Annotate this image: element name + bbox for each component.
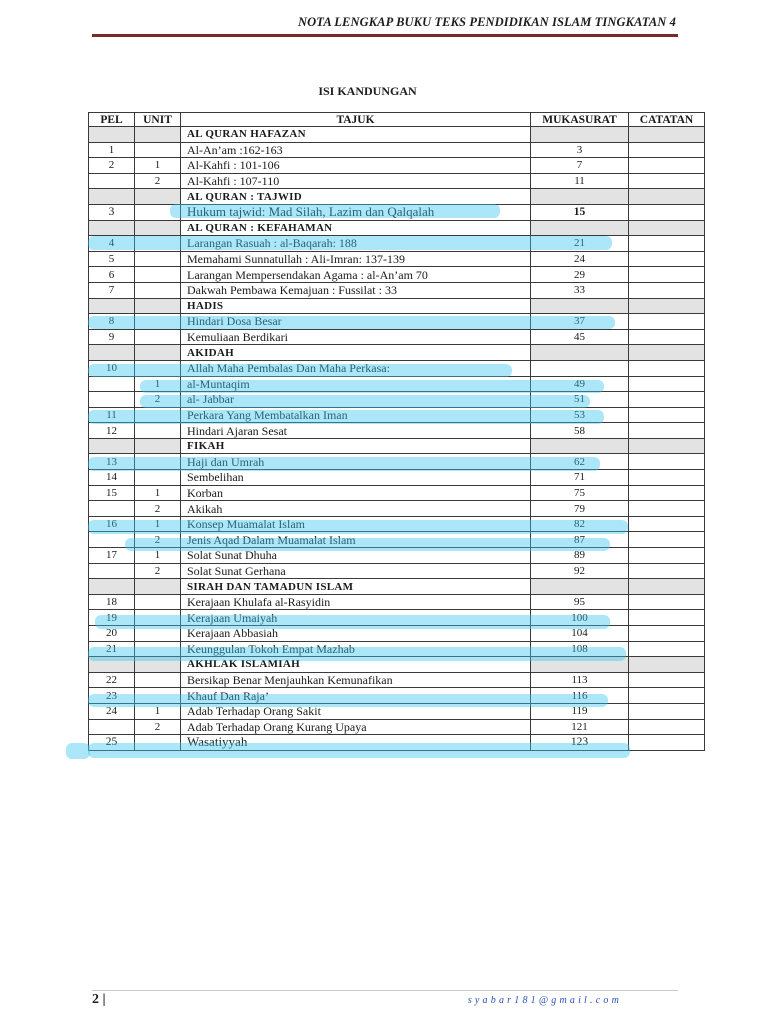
table-row bbox=[89, 267, 705, 283]
note-cell bbox=[629, 392, 705, 408]
page-number-cell: 123 bbox=[531, 735, 629, 751]
note-cell bbox=[629, 298, 705, 314]
note-cell bbox=[629, 345, 705, 361]
note-cell bbox=[629, 563, 705, 579]
note-cell bbox=[629, 189, 705, 205]
note-cell bbox=[629, 267, 705, 283]
pel-cell: 7 bbox=[89, 282, 135, 298]
page-number-cell: 49 bbox=[531, 376, 629, 392]
unit-cell bbox=[135, 688, 181, 704]
contents-table bbox=[88, 112, 705, 751]
table-row bbox=[89, 204, 705, 220]
table-row bbox=[89, 626, 705, 642]
unit-cell bbox=[135, 672, 181, 688]
pel-cell: 14 bbox=[89, 470, 135, 486]
table-header-row bbox=[89, 113, 705, 127]
page-number-cell: 92 bbox=[531, 563, 629, 579]
page-number-cell: 53 bbox=[531, 407, 629, 423]
running-title: NOTA LENGKAP BUKU TEKS PENDIDIKAN ISLAM TINGKATAN 4 bbox=[298, 15, 676, 29]
topic-cell: Kemuliaan Berdikari bbox=[181, 329, 531, 345]
unit-cell bbox=[135, 314, 181, 330]
table-body bbox=[89, 127, 705, 751]
topic-cell: Keunggulan Tokoh Empat Mazhab bbox=[181, 641, 531, 657]
table-row bbox=[89, 173, 705, 189]
note-cell bbox=[629, 626, 705, 642]
pel-cell: 3 bbox=[89, 204, 135, 220]
page-number-cell: 116 bbox=[531, 688, 629, 704]
pel-cell bbox=[89, 392, 135, 408]
table-row bbox=[89, 610, 705, 626]
table-row bbox=[89, 376, 705, 392]
topic-cell: Larangan Rasuah : al-Baqarah: 188 bbox=[181, 236, 531, 252]
topic-cell: Hindari Ajaran Sesat bbox=[181, 423, 531, 439]
page-number-cell: 24 bbox=[531, 251, 629, 267]
unit-cell: 1 bbox=[135, 485, 181, 501]
section-row bbox=[89, 298, 705, 314]
unit-cell bbox=[135, 282, 181, 298]
topic-cell: al- Jabbar bbox=[181, 392, 531, 408]
unit-cell bbox=[135, 641, 181, 657]
topic-cell: Kerajaan Umaiyah bbox=[181, 610, 531, 626]
section-title-cell: AL QURAN : KEFAHAMAN bbox=[181, 220, 531, 236]
pel-cell: 2 bbox=[89, 158, 135, 174]
page-number-cell: 119 bbox=[531, 703, 629, 719]
page-number-cell: 82 bbox=[531, 516, 629, 532]
table-row bbox=[89, 719, 705, 735]
topic-cell: Hindari Dosa Besar bbox=[181, 314, 531, 330]
pel-cell: 18 bbox=[89, 594, 135, 610]
note-cell bbox=[629, 127, 705, 143]
note-cell bbox=[629, 376, 705, 392]
unit-cell: 2 bbox=[135, 392, 181, 408]
pel-cell: 17 bbox=[89, 548, 135, 564]
topic-cell: Khauf Dan Raja’ bbox=[181, 688, 531, 704]
table-row bbox=[89, 703, 705, 719]
note-cell bbox=[629, 407, 705, 423]
header-rule bbox=[92, 34, 678, 37]
note-cell bbox=[629, 204, 705, 220]
page-number-cell: 3 bbox=[531, 142, 629, 158]
note-cell bbox=[629, 641, 705, 657]
note-cell bbox=[629, 735, 705, 751]
unit-cell: 1 bbox=[135, 158, 181, 174]
topic-cell: Allah Maha Pembalas Dan Maha Perkasa: bbox=[181, 360, 531, 376]
section-row bbox=[89, 345, 705, 361]
unit-cell bbox=[135, 735, 181, 751]
pel-cell: 10 bbox=[89, 360, 135, 376]
note-cell bbox=[629, 485, 705, 501]
topic-cell: Konsep Muamalat Islam bbox=[181, 516, 531, 532]
page-number-cell bbox=[531, 345, 629, 361]
table-row bbox=[89, 282, 705, 298]
page-number-cell: 58 bbox=[531, 423, 629, 439]
pel-cell bbox=[89, 127, 135, 143]
section-title-cell: SIRAH DAN TAMADUN ISLAM bbox=[181, 579, 531, 595]
unit-cell bbox=[135, 610, 181, 626]
section-row bbox=[89, 220, 705, 236]
unit-cell: 2 bbox=[135, 719, 181, 735]
topic-cell: Haji dan Umrah bbox=[181, 454, 531, 470]
unit-cell bbox=[135, 594, 181, 610]
unit-cell bbox=[135, 127, 181, 143]
unit-cell bbox=[135, 220, 181, 236]
pel-cell bbox=[89, 532, 135, 548]
page-number-cell: 33 bbox=[531, 282, 629, 298]
unit-cell: 1 bbox=[135, 376, 181, 392]
table-row bbox=[89, 251, 705, 267]
unit-cell bbox=[135, 407, 181, 423]
page-number-cell: 104 bbox=[531, 626, 629, 642]
table-row bbox=[89, 392, 705, 408]
table-row bbox=[89, 735, 705, 751]
table-row bbox=[89, 532, 705, 548]
page-number-cell bbox=[531, 220, 629, 236]
column-header-mukasurat: MUKASURAT bbox=[531, 113, 629, 127]
unit-cell bbox=[135, 329, 181, 345]
page-number-cell: 62 bbox=[531, 454, 629, 470]
page-title: ISI KANDUNGAN bbox=[318, 84, 417, 98]
pel-cell bbox=[89, 189, 135, 205]
pel-cell bbox=[89, 345, 135, 361]
note-cell bbox=[629, 158, 705, 174]
note-cell bbox=[629, 423, 705, 439]
unit-cell: 1 bbox=[135, 703, 181, 719]
table-row bbox=[89, 485, 705, 501]
pel-cell: 15 bbox=[89, 485, 135, 501]
page-number-cell bbox=[531, 298, 629, 314]
section-row bbox=[89, 657, 705, 673]
note-cell bbox=[629, 360, 705, 376]
page-number-cell: 113 bbox=[531, 672, 629, 688]
pel-cell: 22 bbox=[89, 672, 135, 688]
unit-cell: 2 bbox=[135, 173, 181, 189]
page-number-cell bbox=[531, 657, 629, 673]
pel-cell: 21 bbox=[89, 641, 135, 657]
unit-cell bbox=[135, 236, 181, 252]
note-cell bbox=[629, 610, 705, 626]
page-number-cell: 11 bbox=[531, 173, 629, 189]
topic-cell: Wasatiyyah bbox=[181, 735, 531, 751]
pel-cell bbox=[89, 173, 135, 189]
note-cell bbox=[629, 688, 705, 704]
unit-cell bbox=[135, 189, 181, 205]
page-number-cell: 29 bbox=[531, 267, 629, 283]
topic-cell: Bersikap Benar Menjauhkan Kemunafikan bbox=[181, 672, 531, 688]
unit-cell bbox=[135, 251, 181, 267]
table-row bbox=[89, 142, 705, 158]
column-header-catatan: CATATAN bbox=[629, 113, 705, 127]
table-row bbox=[89, 236, 705, 252]
pel-cell: 19 bbox=[89, 610, 135, 626]
pel-cell bbox=[89, 657, 135, 673]
page-number-cell: 108 bbox=[531, 641, 629, 657]
table-row bbox=[89, 548, 705, 564]
column-header-unit: UNIT bbox=[135, 113, 181, 127]
table-row bbox=[89, 158, 705, 174]
page-number-cell: 37 bbox=[531, 314, 629, 330]
topic-cell: Akikah bbox=[181, 501, 531, 517]
note-cell bbox=[629, 579, 705, 595]
note-cell bbox=[629, 282, 705, 298]
table-row bbox=[89, 563, 705, 579]
table-row bbox=[89, 470, 705, 486]
note-cell bbox=[629, 532, 705, 548]
pel-cell: 16 bbox=[89, 516, 135, 532]
section-row bbox=[89, 127, 705, 143]
note-cell bbox=[629, 501, 705, 517]
page-number: 2 | bbox=[92, 992, 106, 1007]
page-number-cell: 87 bbox=[531, 532, 629, 548]
unit-cell: 2 bbox=[135, 532, 181, 548]
topic-cell: Kerajaan Abbasiah bbox=[181, 626, 531, 642]
topic-cell: Memahami Sunnatullah : Ali-Imran: 137-139 bbox=[181, 251, 531, 267]
unit-cell bbox=[135, 579, 181, 595]
pel-cell: 5 bbox=[89, 251, 135, 267]
note-cell bbox=[629, 454, 705, 470]
section-title-cell: AKHLAK ISLAMIAH bbox=[181, 657, 531, 673]
pel-cell bbox=[89, 579, 135, 595]
table-row bbox=[89, 407, 705, 423]
unit-cell bbox=[135, 657, 181, 673]
table-row bbox=[89, 501, 705, 517]
unit-cell bbox=[135, 204, 181, 220]
unit-cell bbox=[135, 298, 181, 314]
page-number-cell: 100 bbox=[531, 610, 629, 626]
page-number-cell: 89 bbox=[531, 548, 629, 564]
pel-cell: 8 bbox=[89, 314, 135, 330]
topic-cell: Adab Terhadap Orang Kurang Upaya bbox=[181, 719, 531, 735]
highlight-mark bbox=[66, 743, 90, 759]
note-cell bbox=[629, 314, 705, 330]
table-row bbox=[89, 360, 705, 376]
pel-cell: 6 bbox=[89, 267, 135, 283]
unit-cell bbox=[135, 438, 181, 454]
page-number-cell: 71 bbox=[531, 470, 629, 486]
note-cell bbox=[629, 719, 705, 735]
page-number-cell: 45 bbox=[531, 329, 629, 345]
note-cell bbox=[629, 438, 705, 454]
topic-cell: al-Muntaqim bbox=[181, 376, 531, 392]
page-number-cell bbox=[531, 189, 629, 205]
topic-cell: Jenis Aqad Dalam Muamalat Islam bbox=[181, 532, 531, 548]
page-number-cell: 15 bbox=[531, 204, 629, 220]
page-number-cell: 21 bbox=[531, 236, 629, 252]
unit-cell bbox=[135, 360, 181, 376]
table-row bbox=[89, 314, 705, 330]
pel-cell: 1 bbox=[89, 142, 135, 158]
pel-cell: 13 bbox=[89, 454, 135, 470]
note-cell bbox=[629, 470, 705, 486]
pel-cell: 11 bbox=[89, 407, 135, 423]
pel-cell bbox=[89, 220, 135, 236]
topic-cell: Al-Kahfi : 107-110 bbox=[181, 173, 531, 189]
topic-cell: Adab Terhadap Orang Sakit bbox=[181, 703, 531, 719]
table-row bbox=[89, 454, 705, 470]
pel-cell bbox=[89, 298, 135, 314]
pel-cell: 4 bbox=[89, 236, 135, 252]
pel-cell: 20 bbox=[89, 626, 135, 642]
pel-cell bbox=[89, 501, 135, 517]
table-row bbox=[89, 641, 705, 657]
topic-cell: Al-Kahfi : 101-106 bbox=[181, 158, 531, 174]
note-cell bbox=[629, 251, 705, 267]
note-cell bbox=[629, 220, 705, 236]
note-cell bbox=[629, 329, 705, 345]
topic-cell: Al-An’am :162-163 bbox=[181, 142, 531, 158]
note-cell bbox=[629, 594, 705, 610]
topic-cell: Solat Sunat Gerhana bbox=[181, 563, 531, 579]
note-cell bbox=[629, 516, 705, 532]
section-title-cell: AKIDAH bbox=[181, 345, 531, 361]
pel-cell: 9 bbox=[89, 329, 135, 345]
unit-cell bbox=[135, 454, 181, 470]
unit-cell bbox=[135, 345, 181, 361]
topic-cell: Kerajaan Khulafa al-Rasyidin bbox=[181, 594, 531, 610]
page-number-cell bbox=[531, 127, 629, 143]
pel-cell bbox=[89, 563, 135, 579]
section-title-cell: HADIS bbox=[181, 298, 531, 314]
page-number-cell: 75 bbox=[531, 485, 629, 501]
column-header-tajuk: TAJUK bbox=[181, 113, 531, 127]
topic-cell: Sembelihan bbox=[181, 470, 531, 486]
note-cell bbox=[629, 657, 705, 673]
section-title-cell: AL QURAN : TAJWID bbox=[181, 189, 531, 205]
page-number-cell: 95 bbox=[531, 594, 629, 610]
pel-cell bbox=[89, 719, 135, 735]
note-cell bbox=[629, 548, 705, 564]
table-row bbox=[89, 516, 705, 532]
unit-cell bbox=[135, 470, 181, 486]
section-title-cell: FIKAH bbox=[181, 438, 531, 454]
page-number-cell: 51 bbox=[531, 392, 629, 408]
unit-cell bbox=[135, 626, 181, 642]
table-row bbox=[89, 594, 705, 610]
footer-rule bbox=[92, 990, 678, 991]
unit-cell: 2 bbox=[135, 501, 181, 517]
table-row bbox=[89, 329, 705, 345]
unit-cell bbox=[135, 267, 181, 283]
column-header-pel: PEL bbox=[89, 113, 135, 127]
note-cell bbox=[629, 703, 705, 719]
unit-cell: 1 bbox=[135, 516, 181, 532]
note-cell bbox=[629, 142, 705, 158]
page-number-cell bbox=[531, 360, 629, 376]
section-row bbox=[89, 438, 705, 454]
section-title-cell: AL QURAN HAFAZAN bbox=[181, 127, 531, 143]
pel-cell: 12 bbox=[89, 423, 135, 439]
topic-cell: Dakwah Pembawa Kemajuan : Fussilat : 33 bbox=[181, 282, 531, 298]
section-row bbox=[89, 579, 705, 595]
table-row bbox=[89, 672, 705, 688]
page-number-cell: 7 bbox=[531, 158, 629, 174]
note-cell bbox=[629, 672, 705, 688]
pel-cell: 23 bbox=[89, 688, 135, 704]
topic-cell: Korban bbox=[181, 485, 531, 501]
pel-cell: 25 bbox=[89, 735, 135, 751]
unit-cell: 2 bbox=[135, 563, 181, 579]
topic-cell: Solat Sunat Dhuha bbox=[181, 548, 531, 564]
page-number-cell: 79 bbox=[531, 501, 629, 517]
table-row bbox=[89, 423, 705, 439]
note-cell bbox=[629, 236, 705, 252]
unit-cell bbox=[135, 142, 181, 158]
page-number-cell: 121 bbox=[531, 719, 629, 735]
page-number-cell bbox=[531, 438, 629, 454]
topic-cell: Larangan Mempersendakan Agama : al-An’am 70 bbox=[181, 267, 531, 283]
unit-cell: 1 bbox=[135, 548, 181, 564]
topic-cell: Hukum tajwid: Mad Silah, Lazim dan Qalqalah bbox=[181, 204, 531, 220]
page-number-cell bbox=[531, 579, 629, 595]
section-row bbox=[89, 189, 705, 205]
note-cell bbox=[629, 173, 705, 189]
unit-cell bbox=[135, 423, 181, 439]
pel-cell bbox=[89, 376, 135, 392]
table-row bbox=[89, 688, 705, 704]
pel-cell bbox=[89, 438, 135, 454]
footer-email: syabar181@gmail.com bbox=[467, 995, 622, 1006]
topic-cell: Perkara Yang Membatalkan Iman bbox=[181, 407, 531, 423]
pel-cell: 24 bbox=[89, 703, 135, 719]
